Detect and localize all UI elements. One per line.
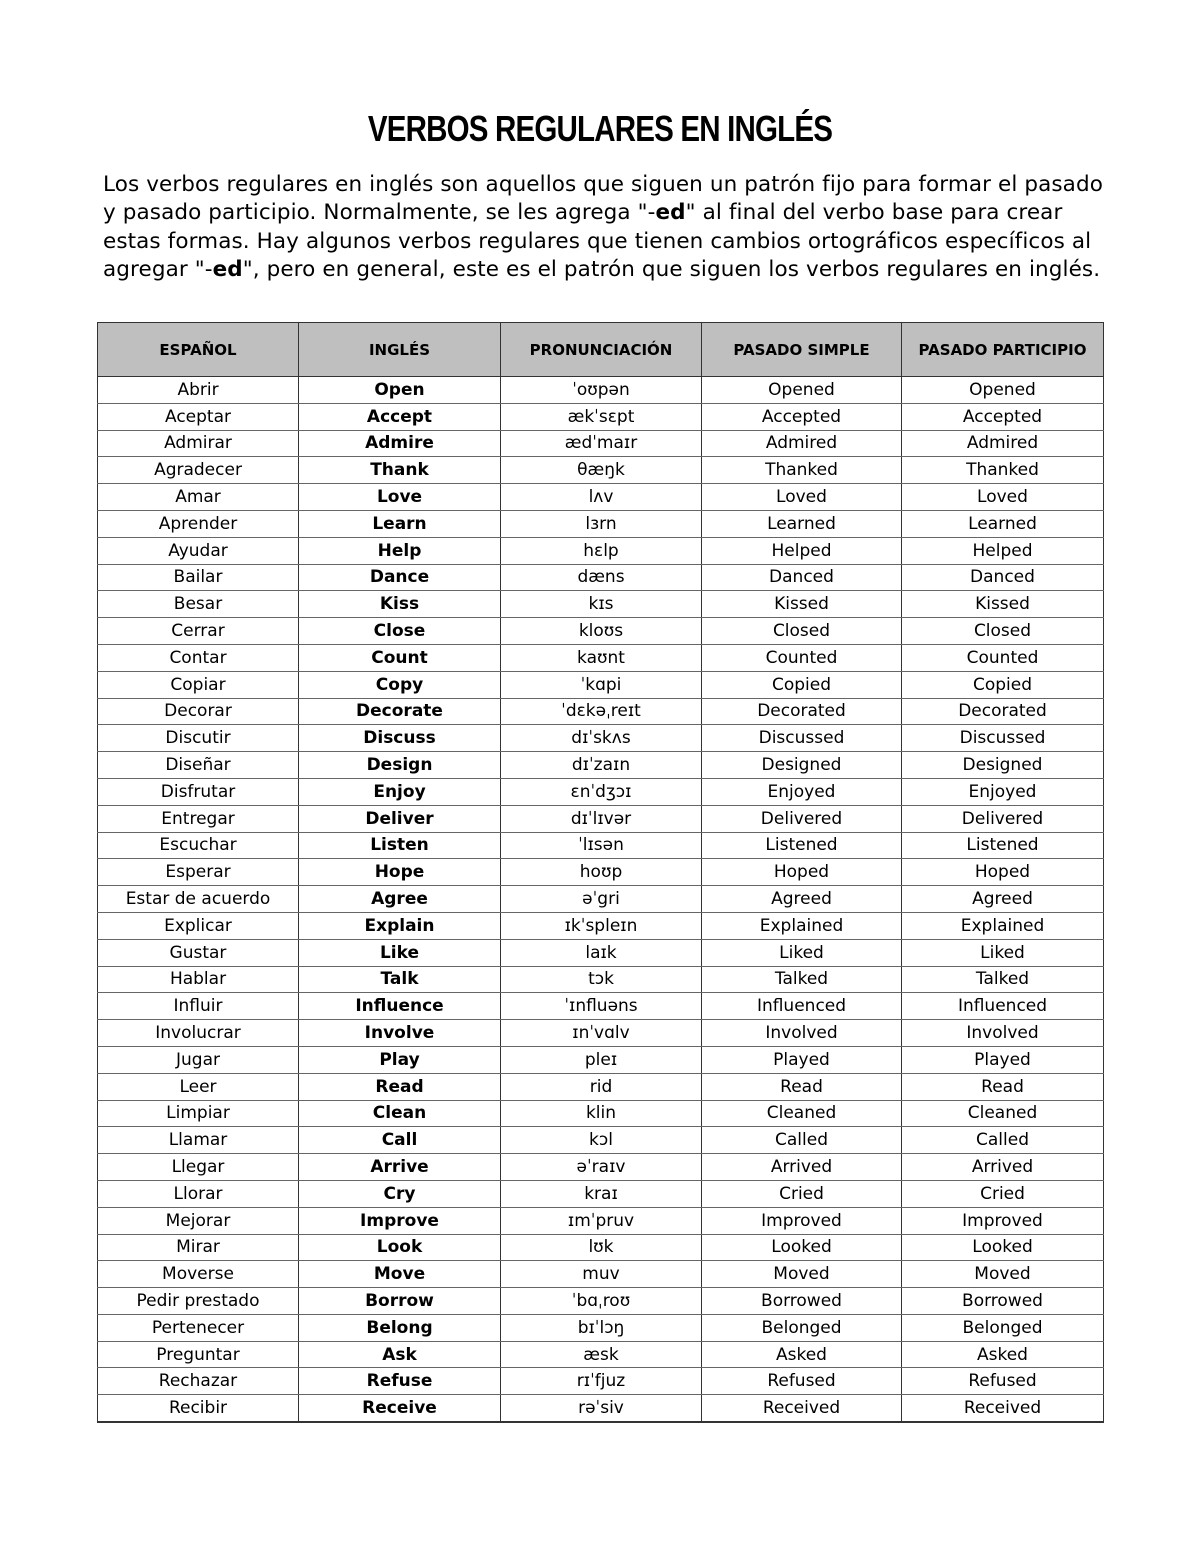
- cell-espanol: Gustar: [98, 939, 299, 966]
- cell-pronunciacion: kaʊnt: [501, 644, 702, 671]
- table-row: [98, 805, 1104, 832]
- cell-pronunciacion: kɔl: [501, 1127, 702, 1154]
- cell-ingles: Copy: [299, 671, 501, 698]
- cell-pronunciacion: dɪˈzaɪn: [501, 752, 702, 779]
- cell-ingles: Influence: [299, 993, 501, 1020]
- table-row: [98, 457, 1104, 484]
- table-row: [98, 859, 1104, 886]
- cell-pasado-participio: Admired: [902, 430, 1104, 457]
- cell-pasado-simple: Agreed: [702, 886, 902, 913]
- cell-espanol: Amar: [98, 484, 299, 511]
- cell-pasado-participio: Called: [902, 1127, 1104, 1154]
- cell-pasado-simple: Explained: [702, 912, 902, 939]
- table-row: [98, 644, 1104, 671]
- cell-espanol: Besar: [98, 591, 299, 618]
- cell-pronunciacion: ædˈmaɪr: [501, 430, 702, 457]
- cell-pasado-simple: Cleaned: [702, 1100, 902, 1127]
- cell-pasado-simple: Loved: [702, 484, 902, 511]
- table-row: [98, 403, 1104, 430]
- cell-espanol: Moverse: [98, 1261, 299, 1288]
- table-row: [98, 939, 1104, 966]
- cell-ingles: Hope: [299, 859, 501, 886]
- table-row: [98, 618, 1104, 645]
- cell-pasado-simple: Refused: [702, 1368, 902, 1395]
- intro-bold-suffix-2: ed: [212, 257, 243, 283]
- cell-espanol: Disfrutar: [98, 778, 299, 805]
- cell-pasado-simple: Opened: [702, 377, 902, 404]
- cell-pronunciacion: ˈkɑpi: [501, 671, 702, 698]
- cell-ingles: Enjoy: [299, 778, 501, 805]
- cell-pasado-simple: Cried: [702, 1180, 902, 1207]
- cell-pasado-participio: Learned: [902, 510, 1104, 537]
- cell-pronunciacion: rəˈsiv: [501, 1395, 702, 1422]
- cell-ingles: Talk: [299, 966, 501, 993]
- table-row: [98, 725, 1104, 752]
- cell-ingles: Agree: [299, 886, 501, 913]
- cell-pronunciacion: ˈdɛkəˌreɪt: [501, 698, 702, 725]
- cell-pronunciacion: pleɪ: [501, 1046, 702, 1073]
- cell-ingles: Ask: [299, 1341, 501, 1368]
- table-row: [98, 510, 1104, 537]
- cell-ingles: Look: [299, 1234, 501, 1261]
- cell-pronunciacion: ɛnˈdʒɔɪ: [501, 778, 702, 805]
- cell-pasado-participio: Enjoyed: [902, 778, 1104, 805]
- cell-pasado-participio: Arrived: [902, 1154, 1104, 1181]
- cell-pronunciacion: klin: [501, 1100, 702, 1127]
- cell-espanol: Aceptar: [98, 403, 299, 430]
- header-pasado-simple: PASADO SIMPLE: [702, 323, 902, 377]
- intro-text-3: ", pero en general, este es el patrón que siguen los verbos regulares en inglés.: [242, 257, 1101, 283]
- cell-pasado-participio: Belonged: [902, 1314, 1104, 1341]
- cell-espanol: Contar: [98, 644, 299, 671]
- cell-pasado-simple: Admired: [702, 430, 902, 457]
- cell-pasado-simple: Borrowed: [702, 1288, 902, 1315]
- cell-ingles: Kiss: [299, 591, 501, 618]
- cell-pasado-simple: Played: [702, 1046, 902, 1073]
- cell-pasado-simple: Hoped: [702, 859, 902, 886]
- cell-espanol: Admirar: [98, 430, 299, 457]
- cell-ingles: Involve: [299, 1020, 501, 1047]
- cell-ingles: Call: [299, 1127, 501, 1154]
- cell-pasado-participio: Opened: [902, 377, 1104, 404]
- table-row: [98, 966, 1104, 993]
- cell-pasado-simple: Belonged: [702, 1314, 902, 1341]
- cell-pronunciacion: bɪˈlɔŋ: [501, 1314, 702, 1341]
- cell-ingles: Count: [299, 644, 501, 671]
- table-row: [98, 832, 1104, 859]
- cell-pasado-simple: Decorated: [702, 698, 902, 725]
- cell-pasado-simple: Copied: [702, 671, 902, 698]
- cell-pronunciacion: muv: [501, 1261, 702, 1288]
- cell-pasado-simple: Designed: [702, 752, 902, 779]
- cell-espanol: Rechazar: [98, 1368, 299, 1395]
- cell-pasado-participio: Loved: [902, 484, 1104, 511]
- cell-ingles: Help: [299, 537, 501, 564]
- cell-pasado-simple: Influenced: [702, 993, 902, 1020]
- cell-pasado-simple: Delivered: [702, 805, 902, 832]
- cell-pronunciacion: laɪk: [501, 939, 702, 966]
- cell-pasado-participio: Moved: [902, 1261, 1104, 1288]
- cell-pasado-participio: Cried: [902, 1180, 1104, 1207]
- table-row: [98, 1341, 1104, 1368]
- cell-pasado-simple: Moved: [702, 1261, 902, 1288]
- cell-pasado-participio: Delivered: [902, 805, 1104, 832]
- cell-espanol: Hablar: [98, 966, 299, 993]
- table-row: [98, 1207, 1104, 1234]
- cell-pasado-simple: Arrived: [702, 1154, 902, 1181]
- cell-pronunciacion: lɜrn: [501, 510, 702, 537]
- table-row: [98, 377, 1104, 404]
- table-row: [98, 1368, 1104, 1395]
- cell-ingles: Like: [299, 939, 501, 966]
- cell-pasado-simple: Listened: [702, 832, 902, 859]
- cell-pronunciacion: ɪmˈpruv: [501, 1207, 702, 1234]
- cell-pasado-simple: Asked: [702, 1341, 902, 1368]
- cell-ingles: Receive: [299, 1395, 501, 1422]
- cell-ingles: Listen: [299, 832, 501, 859]
- cell-pronunciacion: ækˈsɛpt: [501, 403, 702, 430]
- cell-pasado-simple: Closed: [702, 618, 902, 645]
- cell-pasado-simple: Enjoyed: [702, 778, 902, 805]
- table-row: [98, 484, 1104, 511]
- cell-pasado-participio: Counted: [902, 644, 1104, 671]
- cell-espanol: Llamar: [98, 1127, 299, 1154]
- cell-pasado-participio: Involved: [902, 1020, 1104, 1047]
- cell-pasado-simple: Accepted: [702, 403, 902, 430]
- cell-espanol: Jugar: [98, 1046, 299, 1073]
- cell-pronunciacion: əˈraɪv: [501, 1154, 702, 1181]
- cell-pasado-participio: Explained: [902, 912, 1104, 939]
- cell-pasado-participio: Hoped: [902, 859, 1104, 886]
- cell-pasado-simple: Looked: [702, 1234, 902, 1261]
- cell-pronunciacion: rid: [501, 1073, 702, 1100]
- header-ingles: INGLÉS: [299, 323, 501, 377]
- cell-espanol: Involucrar: [98, 1020, 299, 1047]
- cell-pronunciacion: dɪˈlɪvər: [501, 805, 702, 832]
- cell-pasado-participio: Danced: [902, 564, 1104, 591]
- cell-ingles: Accept: [299, 403, 501, 430]
- cell-ingles: Decorate: [299, 698, 501, 725]
- cell-pronunciacion: ɪnˈvɑlv: [501, 1020, 702, 1047]
- cell-espanol: Mirar: [98, 1234, 299, 1261]
- cell-ingles: Thank: [299, 457, 501, 484]
- cell-espanol: Llegar: [98, 1154, 299, 1181]
- cell-pasado-simple: Received: [702, 1395, 902, 1422]
- table-row: [98, 1046, 1104, 1073]
- table-row: [98, 1154, 1104, 1181]
- table-row: [98, 591, 1104, 618]
- cell-pasado-participio: Talked: [902, 966, 1104, 993]
- page-title: VERBOS REGULARES EN INGLÉS: [367, 108, 833, 149]
- cell-pasado-simple: Read: [702, 1073, 902, 1100]
- cell-pasado-participio: Played: [902, 1046, 1104, 1073]
- cell-pasado-participio: Received: [902, 1395, 1104, 1422]
- cell-pronunciacion: hɛlp: [501, 537, 702, 564]
- cell-pasado-participio: Closed: [902, 618, 1104, 645]
- cell-ingles: Admire: [299, 430, 501, 457]
- cell-espanol: Entregar: [98, 805, 299, 832]
- cell-espanol: Influir: [98, 993, 299, 1020]
- cell-pasado-participio: Helped: [902, 537, 1104, 564]
- table-row: [98, 1395, 1104, 1422]
- cell-espanol: Agradecer: [98, 457, 299, 484]
- table-row: [98, 1180, 1104, 1207]
- cell-pronunciacion: kɪs: [501, 591, 702, 618]
- cell-ingles: Arrive: [299, 1154, 501, 1181]
- cell-pasado-participio: Asked: [902, 1341, 1104, 1368]
- cell-pasado-simple: Counted: [702, 644, 902, 671]
- cell-pasado-simple: Thanked: [702, 457, 902, 484]
- cell-ingles: Improve: [299, 1207, 501, 1234]
- cell-pasado-simple: Learned: [702, 510, 902, 537]
- cell-pronunciacion: θæŋk: [501, 457, 702, 484]
- table-row: [98, 430, 1104, 457]
- table-row: [98, 698, 1104, 725]
- cell-espanol: Ayudar: [98, 537, 299, 564]
- cell-espanol: Pertenecer: [98, 1314, 299, 1341]
- table-row: [98, 912, 1104, 939]
- cell-espanol: Copiar: [98, 671, 299, 698]
- cell-espanol: Mejorar: [98, 1207, 299, 1234]
- table-row: [98, 564, 1104, 591]
- cell-pronunciacion: tɔk: [501, 966, 702, 993]
- cell-espanol: Cerrar: [98, 618, 299, 645]
- header-pasado-participio: PASADO PARTICIPIO: [902, 323, 1104, 377]
- cell-pronunciacion: ˈɪnfluəns: [501, 993, 702, 1020]
- cell-pronunciacion: kloʊs: [501, 618, 702, 645]
- cell-espanol: Diseñar: [98, 752, 299, 779]
- cell-ingles: Read: [299, 1073, 501, 1100]
- cell-pasado-simple: Involved: [702, 1020, 902, 1047]
- cell-pasado-simple: Improved: [702, 1207, 902, 1234]
- cell-espanol: Preguntar: [98, 1341, 299, 1368]
- cell-pasado-participio: Accepted: [902, 403, 1104, 430]
- cell-pronunciacion: lʊk: [501, 1234, 702, 1261]
- table-row: [98, 1100, 1104, 1127]
- cell-pasado-participio: Copied: [902, 671, 1104, 698]
- cell-pasado-simple: Liked: [702, 939, 902, 966]
- table-row: [98, 671, 1104, 698]
- cell-pronunciacion: ˈoʊpən: [501, 377, 702, 404]
- table-row: [98, 778, 1104, 805]
- cell-pronunciacion: lʌv: [501, 484, 702, 511]
- cell-pasado-participio: Looked: [902, 1234, 1104, 1261]
- cell-pasado-participio: Discussed: [902, 725, 1104, 752]
- cell-pasado-participio: Cleaned: [902, 1100, 1104, 1127]
- table-row: [98, 1234, 1104, 1261]
- cell-pasado-simple: Kissed: [702, 591, 902, 618]
- intro-paragraph: [103, 171, 1103, 285]
- cell-pasado-participio: Kissed: [902, 591, 1104, 618]
- cell-ingles: Cry: [299, 1180, 501, 1207]
- cell-pronunciacion: dɪˈskʌs: [501, 725, 702, 752]
- cell-pronunciacion: kraɪ: [501, 1180, 702, 1207]
- table-row: [98, 1127, 1104, 1154]
- cell-pronunciacion: rɪˈfjuz: [501, 1368, 702, 1395]
- cell-ingles: Learn: [299, 510, 501, 537]
- cell-ingles: Deliver: [299, 805, 501, 832]
- cell-pasado-simple: Talked: [702, 966, 902, 993]
- table-row: [98, 1073, 1104, 1100]
- cell-pronunciacion: æsk: [501, 1341, 702, 1368]
- cell-ingles: Clean: [299, 1100, 501, 1127]
- cell-pronunciacion: dæns: [501, 564, 702, 591]
- cell-espanol: Limpiar: [98, 1100, 299, 1127]
- cell-espanol: Bailar: [98, 564, 299, 591]
- table-row: [98, 1020, 1104, 1047]
- table-row: [98, 1288, 1104, 1315]
- intro-bold-suffix-1: ed: [655, 200, 686, 226]
- cell-pasado-participio: Borrowed: [902, 1288, 1104, 1315]
- cell-espanol: Discutir: [98, 725, 299, 752]
- cell-espanol: Escuchar: [98, 832, 299, 859]
- table-row: [98, 886, 1104, 913]
- cell-pasado-participio: Decorated: [902, 698, 1104, 725]
- header-espanol: ESPAÑOL: [98, 323, 299, 377]
- cell-espanol: Pedir prestado: [98, 1288, 299, 1315]
- cell-ingles: Explain: [299, 912, 501, 939]
- cell-espanol: Explicar: [98, 912, 299, 939]
- cell-pronunciacion: ɪkˈspleɪn: [501, 912, 702, 939]
- cell-espanol: Abrir: [98, 377, 299, 404]
- cell-pronunciacion: əˈgri: [501, 886, 702, 913]
- intro-text-2: " al final del verbo base para crear estas formas. Hay algunos verbos regulares que tienen cambios ortográficos específicos al agregar "-: [103, 200, 1092, 283]
- cell-ingles: Move: [299, 1261, 501, 1288]
- table-header-row: [98, 323, 1104, 377]
- cell-espanol: Decorar: [98, 698, 299, 725]
- cell-pasado-participio: Influenced: [902, 993, 1104, 1020]
- cell-pasado-simple: Helped: [702, 537, 902, 564]
- table-row: [98, 1261, 1104, 1288]
- cell-ingles: Belong: [299, 1314, 501, 1341]
- cell-pasado-simple: Called: [702, 1127, 902, 1154]
- cell-ingles: Dance: [299, 564, 501, 591]
- cell-ingles: Play: [299, 1046, 501, 1073]
- cell-espanol: Leer: [98, 1073, 299, 1100]
- intro-text-1: Los verbos regulares en inglés son aquellos que siguen un patrón fijo para formar el pasado y pasado participio. Normalmente, se les agrega "-: [103, 172, 1103, 226]
- cell-ingles: Close: [299, 618, 501, 645]
- cell-ingles: Borrow: [299, 1288, 501, 1315]
- table-row: [98, 993, 1104, 1020]
- verbs-table: [97, 322, 1104, 1423]
- cell-ingles: Discuss: [299, 725, 501, 752]
- cell-espanol: Esperar: [98, 859, 299, 886]
- cell-pronunciacion: ˈlɪsən: [501, 832, 702, 859]
- cell-pasado-participio: Designed: [902, 752, 1104, 779]
- table-row: [98, 1314, 1104, 1341]
- cell-pasado-participio: Improved: [902, 1207, 1104, 1234]
- cell-pasado-participio: Thanked: [902, 457, 1104, 484]
- table-row: [98, 537, 1104, 564]
- cell-ingles: Design: [299, 752, 501, 779]
- cell-pasado-participio: Refused: [902, 1368, 1104, 1395]
- cell-espanol: Llorar: [98, 1180, 299, 1207]
- cell-pronunciacion: ˈbɑˌroʊ: [501, 1288, 702, 1315]
- cell-pasado-participio: Agreed: [902, 886, 1104, 913]
- cell-espanol: Recibir: [98, 1395, 299, 1422]
- table-body: [98, 377, 1104, 1423]
- cell-espanol: Aprender: [98, 510, 299, 537]
- cell-pasado-participio: Listened: [902, 832, 1104, 859]
- table-row: [98, 752, 1104, 779]
- cell-pasado-simple: Danced: [702, 564, 902, 591]
- cell-ingles: Open: [299, 377, 501, 404]
- cell-pronunciacion: hoʊp: [501, 859, 702, 886]
- cell-pasado-participio: Read: [902, 1073, 1104, 1100]
- cell-pasado-simple: Discussed: [702, 725, 902, 752]
- cell-ingles: Love: [299, 484, 501, 511]
- cell-espanol: Estar de acuerdo: [98, 886, 299, 913]
- cell-ingles: Refuse: [299, 1368, 501, 1395]
- header-pronunciacion: PRONUNCIACIÓN: [501, 323, 702, 377]
- cell-pasado-participio: Liked: [902, 939, 1104, 966]
